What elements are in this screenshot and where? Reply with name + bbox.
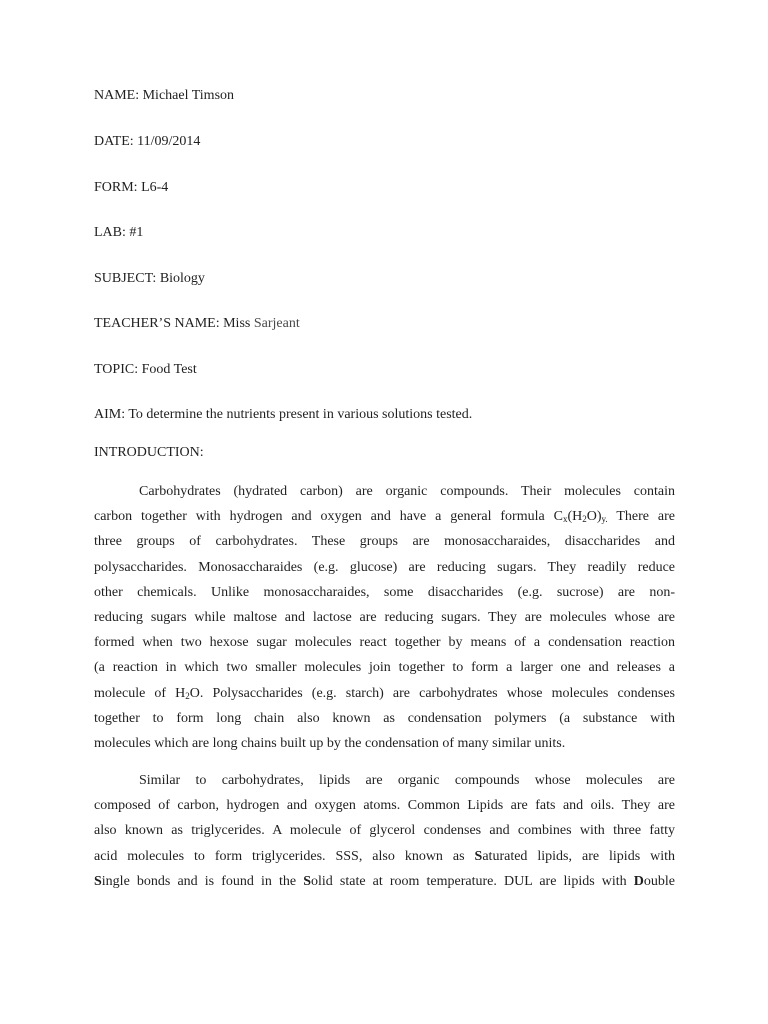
bold-letter: S xyxy=(94,873,102,889)
line-text: ouble xyxy=(643,873,675,889)
line-text: (H xyxy=(567,509,583,525)
paragraph-line: other chemicals. Unlike monosaccharaides, some disaccharides (e.g. sucrose) are non- xyxy=(94,584,675,600)
carbohydrates-paragraph xyxy=(94,479,675,756)
paragraph-line: three groups of carbohydrates. These groups are monosaccharaides, disaccharides and xyxy=(94,534,675,550)
bold-letter: S xyxy=(474,848,483,864)
name-field: NAME: Michael Timson xyxy=(94,88,235,103)
subscript: 2 xyxy=(582,514,587,525)
paragraph-line: reducing sugars while maltose and lactose are reducing sugars. They are molecules whose are xyxy=(94,609,675,625)
form-field: FORM: L6-4 xyxy=(94,180,169,195)
teacher-name: Sarjeant xyxy=(253,316,300,331)
subscript: 2 xyxy=(185,690,190,701)
line-text: There are xyxy=(607,509,675,525)
paragraph-line: also known as triglycerides. A molecule of glycerol condenses and combines with three fatty xyxy=(94,823,675,839)
line-text: carbon together with hydrogen and oxygen and have a general formula C xyxy=(94,509,563,525)
date-field: DATE: 11/09/2014 xyxy=(94,134,201,149)
introduction-heading: INTRODUCTION: xyxy=(94,445,204,460)
paragraph-line xyxy=(94,504,675,529)
subject-field: SUBJECT: Biology xyxy=(94,271,205,286)
aim-field: AIM: To determine the nutrients present in various solutions tested. xyxy=(94,407,473,422)
paragraph-line: together to form long chain also known as condensation polymers (a substance with xyxy=(94,710,675,726)
bold-letter: D xyxy=(633,873,644,889)
bold-letter: S xyxy=(303,873,311,889)
subscript: x xyxy=(562,514,568,525)
line-text: acid molecules to form triglycerides. SSS, also known as xyxy=(94,848,475,864)
teacher-field xyxy=(94,315,300,333)
line-text: O. Polysaccharides (e.g. starch) are carbohydrates whose molecules condenses xyxy=(189,685,675,701)
line-text: olid state at room temperature. DUL are lipids with xyxy=(311,873,634,889)
line-text: O) xyxy=(586,509,602,525)
line-text: molecule of H xyxy=(94,685,186,701)
subscript: y. xyxy=(601,514,608,525)
paragraph-line: (a reaction in which two smaller molecules join together to form a larger one and releases a xyxy=(94,660,675,676)
paragraph-line xyxy=(94,844,675,869)
lab-field: LAB: #1 xyxy=(94,225,144,240)
line-text: ingle bonds and is found in the xyxy=(101,873,304,889)
topic-field: TOPIC: Food Test xyxy=(94,362,197,377)
line-text: aturated lipids, are lipids with xyxy=(482,848,675,864)
paragraph-line: molecules which are long chains built up by the condensation of many similar units. xyxy=(94,735,566,751)
paragraph-line: formed when two hexose sugar molecules react together by means of a condensation reaction xyxy=(94,635,675,651)
lipids-paragraph xyxy=(94,768,675,894)
paragraph-line: Similar to carbohydrates, lipids are organic compounds whose molecules are xyxy=(139,773,675,788)
teacher-label: TEACHER’S NAME: Miss xyxy=(94,316,254,331)
paragraph-line xyxy=(94,869,675,894)
paragraph-line xyxy=(94,681,675,706)
paragraph-line: Carbohydrates (hydrated carbon) are organic compounds. Their molecules contain xyxy=(139,484,675,499)
paragraph-line: composed of carbon, hydrogen and oxygen atoms. Common Lipids are fats and oils. They are xyxy=(94,798,675,814)
paragraph-line: polysaccharides. Monosaccharaides (e.g. glucose) are reducing sugars. They readily reduce xyxy=(94,559,675,575)
